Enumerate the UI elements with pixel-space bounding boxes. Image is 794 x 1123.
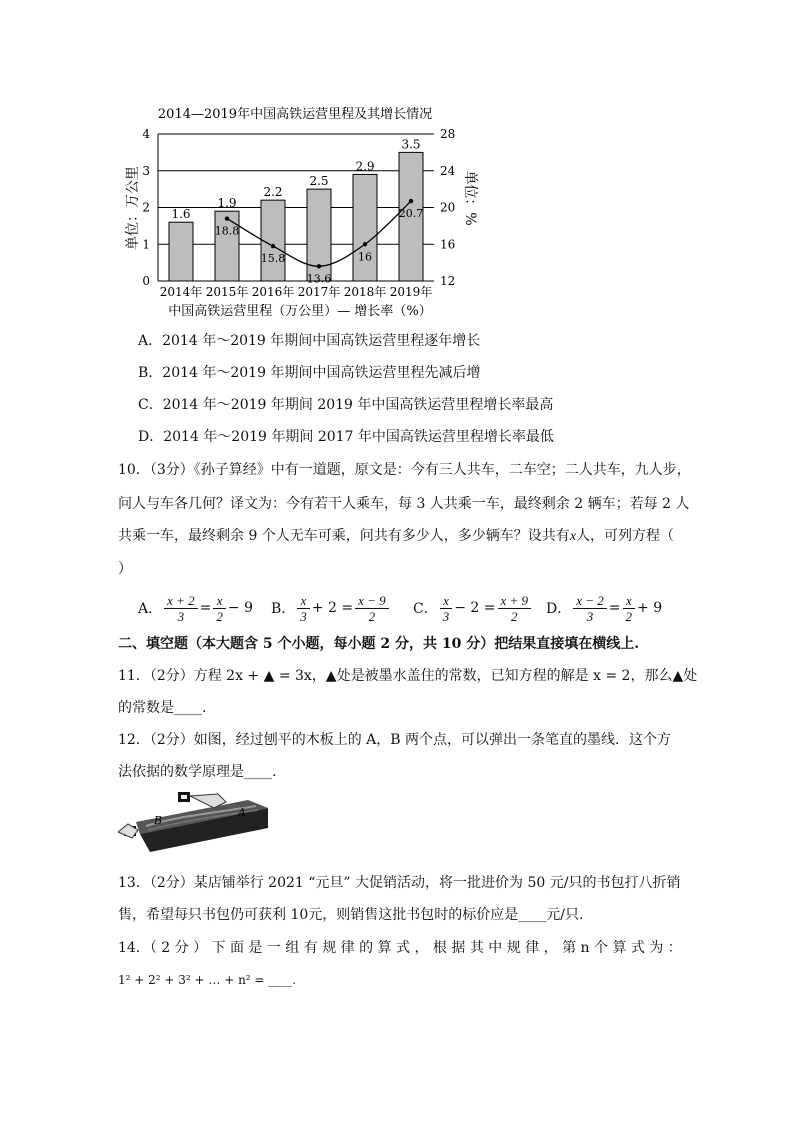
right-tick-label: 12	[440, 274, 456, 288]
chart-title: 2014—2019年中国高铁运营里程及其增长情况	[157, 107, 433, 122]
q9-option-d: D．2014 年～2019 年期间 2017 年中国高铁运营里程增长率最低	[138, 429, 554, 445]
growth-rate-label: 15.8	[260, 252, 286, 266]
q14-line2: 1² + 2² + 3² + … + n² = ____.	[118, 973, 297, 987]
x-tick-label: 2017年	[297, 285, 341, 299]
x-tick-label: 2014年	[159, 285, 203, 299]
bar-value-label: 2.9	[355, 159, 375, 174]
left-tick-label: 0	[142, 274, 150, 288]
growth-rate-point	[317, 264, 321, 268]
bar	[215, 211, 239, 281]
growth-rate-label: 18.8	[214, 224, 240, 238]
q10-option-c: C． $\frac{x}{3}$ − 2 = $\frac{x + 9}{2}$	[413, 590, 533, 626]
bar	[353, 174, 377, 281]
q10-line4: ）	[118, 561, 132, 577]
bar-value-label: 2.2	[263, 185, 283, 200]
growth-rate-label: 13.6	[306, 272, 332, 286]
q10-option-d: D． $\frac{x - 2}{3}$ = $\frac{x}{2}$ + 9	[546, 592, 663, 624]
bar-value-label: 3.5	[401, 137, 421, 152]
bar	[261, 200, 285, 281]
section-2-heading: 二、填空题（本大题含 5 个小题，每小题 2 分，共 10 分）把结果直接填在横线上.	[118, 636, 640, 652]
left-tick-label: 4	[142, 127, 150, 141]
growth-rate-point	[271, 244, 275, 248]
q10-options	[138, 590, 698, 626]
x-tick-label: 2015年	[205, 285, 249, 299]
q10-line2: 问人与车各几何？译文为：今有若干人乘车，每 3 人共乘一车，最终剩余 2 辆车；若每 2 人	[118, 496, 690, 512]
woodboard-figure	[118, 786, 268, 856]
right-tick-label: 20	[440, 200, 456, 215]
bar-value-label: 2.5	[309, 174, 329, 189]
chart-xlabel: 中国高铁运营里程（万公里）— 增长率（%）	[168, 304, 432, 319]
q10-line3: 共乘一车，最终剩余 9 个人无车可乘，问共有多少人，多少辆车？设共有x人，可列方程（	[118, 528, 675, 544]
q14-line1: 14．（ 2 分 ） 下 面 是 一 组 有 规 律 的 算 式 ， 根 据 其 中 规 律 ， 第 n 个 算 式 为 ：	[118, 940, 682, 956]
growth-rate-point	[225, 216, 229, 220]
q9-option-a: A．2014 年～2019 年期间中国高铁运营里程逐年增长	[138, 333, 481, 349]
right-tick-label: 16	[440, 237, 456, 252]
q10-option-b: B． $\frac{x}{3}$ + 2 = $\frac{x - 9}{2}$	[271, 590, 391, 626]
growth-rate-label: 20.7	[398, 207, 424, 221]
growth-rate-point	[363, 242, 367, 246]
right-tick-label: 28	[440, 127, 456, 141]
q9-option-c: C．2014 年～2019 年期间 2019 年中国高铁运营里程增长率最高	[138, 397, 554, 413]
growth-rate-label: 16	[358, 250, 372, 264]
x-tick-label: 2019年	[389, 285, 433, 299]
q11-line2: 的常数是____.	[118, 700, 207, 716]
q11-line1: 11．（2分）方程 2x + ▲ = 3x，▲处是被墨水盖住的常数，已知方程的解是 x = 2，那么▲处	[118, 668, 698, 684]
x-tick-label: 2018年	[343, 285, 387, 299]
x-tick-label: 2016年	[251, 285, 295, 299]
right-tick-label: 24	[440, 163, 456, 178]
left-tick-label: 1	[142, 237, 150, 252]
railway-chart	[0, 0, 794, 330]
point-a-label: A	[238, 806, 246, 819]
q9-option-b: B．2014 年～2019 年期间中国高铁运营里程先减后增	[138, 365, 481, 381]
q10-line1: 10．（3分）《孙子算经》中有一道题，原文是：今有三人共车，二车空；二人共车，九人步，	[118, 462, 691, 478]
bar-value-label: 1.6	[171, 207, 191, 222]
left-tick-label: 2	[142, 200, 150, 215]
q10-option-a: A． $\frac{x + 2}{3}$ = $\frac{x}{2}$ − 9	[138, 592, 253, 624]
left-tick-label: 3	[142, 163, 150, 178]
bar-value-label: 1.9	[217, 196, 237, 211]
point-b-label: B	[154, 814, 163, 827]
right-axis-label: 单位：%	[462, 170, 478, 226]
q13-line2: 售，希望每只书包仍可获利 10元，则销售这批书包时的标价应是____元/只.	[118, 907, 584, 923]
q12-line2: 法依据的数学原理是____.	[118, 764, 277, 780]
left-axis-label: 单位：万公里	[125, 166, 141, 250]
bar	[169, 222, 193, 281]
growth-rate-point	[409, 199, 413, 203]
q13-line1: 13．（2分）某店铺举行 2021 “元旦” 大促销活动，将一批进价为 50 元/只的书包打八折销	[118, 875, 681, 891]
q12-line1: 12．（2分）如图，经过刨平的木板上的 A，B 两个点，可以弹出一条笔直的墨线．这个方	[118, 732, 672, 748]
